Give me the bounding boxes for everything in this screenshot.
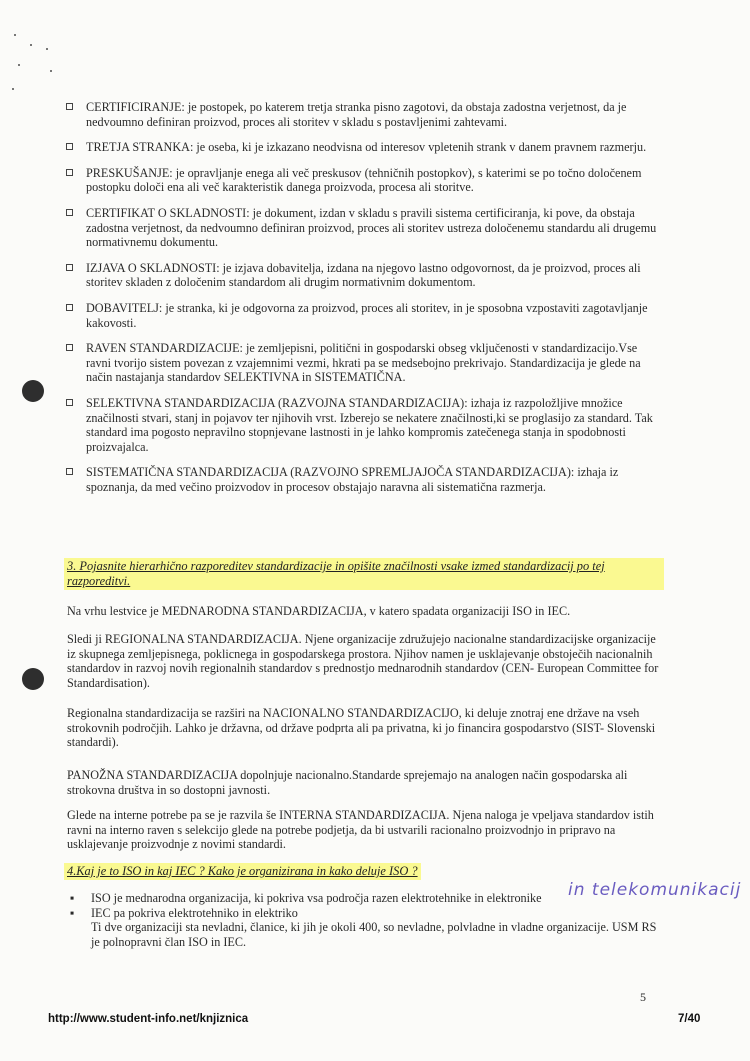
checkbox-bullet-icon [66,399,73,406]
footer-url-link[interactable]: http://www.student-info.net/knjiznica [48,1013,249,1025]
checkbox-bullet-icon [66,304,73,311]
definition-text: SELEKTIVNA STANDARDIZACIJA (RAZVOJNA STANDARDIZACIJA): izhaja iz razpoložljive množice značilnosti stvari, stanj in pojavov ter njihovih vrst. Izberejo se nekatere značilnosti,ki se proglasijo za standard. Tak standard ima pogosto nepravilno stopnjevane lastnosti in je lahko kompromis zatečenega stanja in spodobnosti proizvajalca. [86,395,653,454]
definition-item [62,140,662,155]
checkbox-bullet-icon [66,344,73,351]
checkbox-bullet-icon [66,209,73,216]
paragraph-sectoral: PANOŽNA STANDARDIZACIJA dopolnjuje nacionalno.Standarde sprejemajo na analogen način gospodarska ali strokovna društva in so dostopni javnosti. [67,768,628,797]
question-4-text: 4.Kaj je to ISO in kaj IEC ? Kako je organizirana in kako deluje ISO ? [64,863,421,880]
paragraph-national: Regionalna standardizacija se razširi na NACIONALNO STANDARDIZACIJO, ki deluje znotraj ene države na vseh strokovnih področjih. Lahko je državna, od države podprta ali pa privatna, ki jo financira gospodarstvo (SIST- Slovenski standardi). [67,706,656,750]
checkbox-bullet-icon [66,103,73,110]
definition-item [62,206,662,250]
punch-hole-icon [22,380,44,402]
checkbox-bullet-icon [66,169,73,176]
definition-text: IZJAVA O SKLADNOSTI: je izjava dobavitelja, izdana na njegovo lastno odgovornost, da je proizvod, proces ali storitev skladen z določenim standardom ali drugim normativnim dokumentom. [86,260,641,290]
definition-text: CERTIFICIRANJE: je postopek, po katerem tretja stranka pisno zagotovi, da obstaja zadostna verjetnost, da je nedvoumno definiran proizvod, proces ali storitev v skladu s postavljenimi zahtevami. [86,100,627,129]
handwritten-annotation: in telekomunikacij [568,880,742,900]
question-3-text: 3. Pojasnite hierarhično razporeditev standardizacije in opišite značilnosti vsake izmed standardizacij po tej razporeditvi. [64,558,664,590]
checkbox-bullet-icon [66,468,73,475]
scan-specks [4,4,64,94]
definition-text: RAVEN STANDARDIZACIJE: je zemljepisni, politični in gospodarski obseg vključenosti v standardizacijo.Vse ravni tvorijo sistem povezan z vzajemnimi vezmi, hkrati pa se medsebojno prekrivajo. Standardizacija je glede na način nastajanja standardov SELEKTIVNA in SISTEMATIČNA. [86,341,641,385]
definition-text: PRESKUŠANJE: je opravljanje enega ali več preskusov (tehničnih postopkov), s katerimi se po točno določenem postopku določi ena ali več karakteristik danega proizvoda, procesa ali storitve. [86,165,642,195]
bullet-continuation [64,920,664,949]
definition-text: CERTIFIKAT O SKLADNOSTI: je dokument, izdan v skladu s pravili sistema certificiranja, ki pove, da obstaja zadostna verjetnost, da nedvoumno definiran proizvod, proces ali storitev ustreza določenemu standardu ali drugemu normativnemu dokumentu. [86,205,657,250]
paragraph-international: Na vrhu lestvice je MEDNARODNA STANDARDIZACIJA, v katero spadata organizaciji ISO in IEC. [67,604,571,618]
paragraph-internal: Glede na interne potrebe pa se je razvila še INTERNA STANDARDIZACIJA. Njena naloga je vpeljava standardov istih ravni na interno raven s selekcijo glede na potrebe podjetja, da bi ustvarili racionalno proizvodnjo in pripravo na usklajevanje proizvodnje z novimi standardi. [67,808,654,852]
question-4-heading [64,862,484,880]
page-number: 5 [640,990,646,1004]
bullet-item [64,906,664,921]
footer-page-count: 7/40 [678,1013,701,1025]
checkbox-bullet-icon [66,264,73,271]
bullet-continuation-text: Ti dve organizaciji sta nevladni, članice, ki jih je okoli 400, so nevladne, polvladne in vladne organizacije. USM RS je polnopravni član ISO in IEC. [91,920,657,949]
definition-item [62,341,662,385]
punch-hole-icon [22,668,44,690]
bullet-dot-icon: ▪ [70,891,75,905]
definition-item [62,166,662,195]
definition-text: TRETJA STRANKA: je oseba, ki je izkazano neodvisna od interesov vpletenih strank v danem pravnem razmerju. [86,140,647,155]
definition-item [62,396,662,454]
definition-item [62,100,662,129]
definition-item [62,261,662,290]
definitions-list [62,100,662,505]
bullet-text: IEC pa pokriva elektrotehniko in elektriko [91,905,298,920]
checkbox-bullet-icon [66,143,73,150]
question-3-heading [64,558,664,590]
definition-item [62,465,662,494]
bullet-dot-icon: ▪ [70,905,75,920]
bullet-text: ISO je mednarodna organizacija, ki pokriva vsa področja razen elektrotehnike in elektronike [91,891,542,905]
definition-text: DOBAVITELJ: je stranka, ki je odgovorna za proizvod, proces ali storitev, in je sposobna vzpostaviti zagotavljanje kakovosti. [86,300,648,330]
definition-text: SISTEMATIČNA STANDARDIZACIJA (RAZVOJNO SPREMLJAJOČA STANDARDIZACIJA): izhaja iz spoznanja, da med večino proizvodov in procesov obstajajo naravna ali sistematična razmerja. [86,465,619,494]
definition-item [62,301,662,330]
paragraph-regional: Sledi ji REGIONALNA STANDARDIZACIJA. Njene organizacije združujejo nacionalne standardizacijske organizacije iz skupnega zemljepisnega, poklicnega in gospodarskega prostora. Njihov namen je usklajevanje obstoječih nacionalnih standardov in razvoj novih regionalnih standardov s prednostjo mednarodnih standardov (CEN- European Committee for Standardisation). [67,632,659,690]
